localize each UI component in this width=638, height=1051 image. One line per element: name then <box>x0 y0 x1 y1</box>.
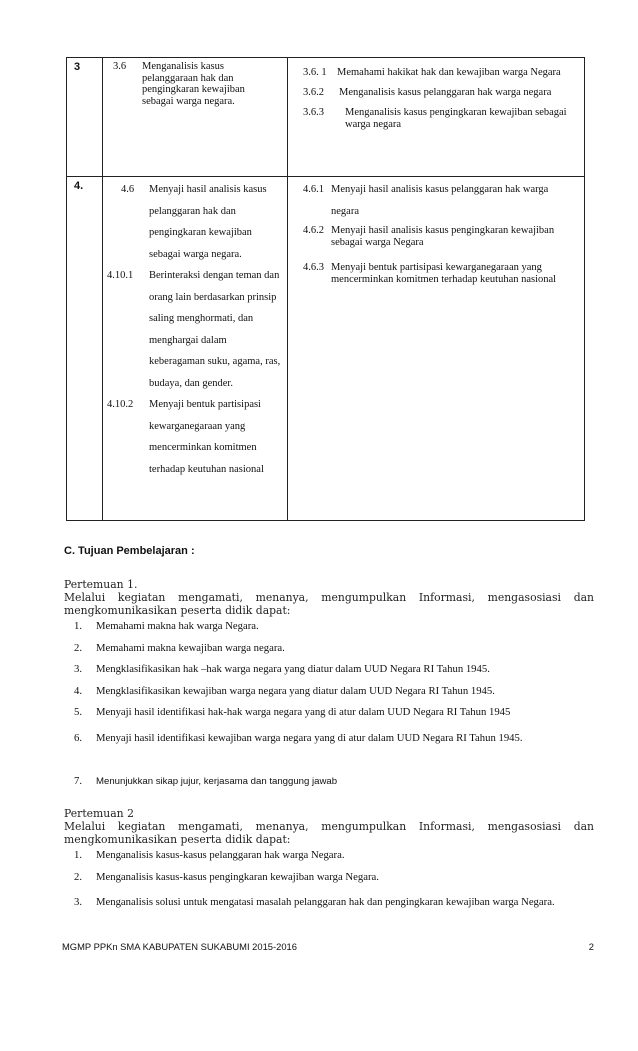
indicator-text: Memahami hakikat hak dan kewajiban warga Negara <box>337 67 561 78</box>
kd-item <box>107 265 283 394</box>
objective-list <box>74 849 594 935</box>
kd-cell <box>103 177 288 521</box>
indicator-code: 3.6. 1 <box>303 67 327 78</box>
meeting-intro: Melalui kegiatan mengamati, menanya, mengumpulkan Informasi, mengasosiasi dan mengkomunikasikan peserta didik dapat: <box>64 820 594 846</box>
item-text: Memahami makna hak warga Negara. <box>96 620 259 632</box>
list-item <box>74 892 594 935</box>
page-number: 2 <box>588 941 594 952</box>
indicator-code: 3.6.2 <box>303 87 324 98</box>
indicator-cell <box>288 177 585 521</box>
indicator-text: Menyaji hasil analisis kasus pengingkaran kewajiban sebagai warga Negara <box>331 225 555 248</box>
indicator-item <box>303 179 574 222</box>
item-text: Menyaji hasil identifikasi hak-hak warga negara yang di atur dalam UUD Negara RI Tahun 1945 <box>96 706 511 718</box>
item-number: 5. <box>74 706 83 718</box>
kd-code: 4.6 <box>121 184 135 195</box>
list-item <box>74 642 594 664</box>
kd-item <box>103 58 287 107</box>
kd-text: Berinteraksi dengan teman dan orang lain berdasarkan prinsip saling menghormati, dan menghargai dalam keberagaman suku, agama, ras, budaya, dan gender. <box>149 270 281 389</box>
item-number: 1. <box>74 849 83 861</box>
item-number: 2. <box>74 870 83 883</box>
item-number: 3. <box>74 663 83 675</box>
item-number: 4. <box>74 684 83 697</box>
indicator-item <box>303 225 574 249</box>
item-number: 7. <box>74 775 83 788</box>
kd-item <box>107 394 283 480</box>
meeting-intro: Melalui kegiatan mengamati, menanya, mengumpulkan Informasi, mengasosiasi dan mengkomunikasikan peserta didik dapat: <box>64 591 594 617</box>
kd-code: 4.10.2 <box>107 399 134 410</box>
kd-code: 3.6 <box>113 61 127 72</box>
list-item <box>74 706 594 728</box>
table-row <box>67 58 585 177</box>
indicator-code: 4.6.2 <box>303 225 324 236</box>
indicator-code: 4.6.1 <box>303 184 324 195</box>
kd-indicator-table <box>66 57 585 521</box>
list-item <box>74 871 594 893</box>
indicator-item <box>303 107 574 131</box>
item-text: Menyaji hasil identifikasi kewajiban warga negara yang di atur dalam UUD Negara RI Tahun 1945. <box>96 731 523 744</box>
indicator-text: Menganalisis kasus pengingkaran kewajiban sebagai warga negara <box>345 107 567 130</box>
table-row <box>67 177 585 521</box>
item-text: Menganalisis kasus-kasus pengingkaran kewajiban warga Negara. <box>96 870 379 883</box>
indicator-item <box>303 81 574 104</box>
kd-cell <box>103 58 288 177</box>
indicator-cell <box>288 58 585 177</box>
kd-text: Menyaji hasil analisis kasus pelanggaran hak dan pengingkaran kewajiban sebagai warga negara. <box>149 184 267 260</box>
kd-item <box>107 179 283 265</box>
objective-list <box>74 620 594 792</box>
indicator-text: Menyaji hasil analisis kasus pelanggaran hak warga negara <box>331 184 549 217</box>
item-text: Menganalisis solusi untuk mengatasi masalah pelanggaran hak dan pengingkaran kewajiban warga Negara. <box>96 896 555 908</box>
meeting-title: Pertemuan 2 <box>64 807 134 820</box>
item-text: Memahami makna kewajiban warga negara. <box>96 641 285 654</box>
item-text: Menganalisis kasus-kasus pelanggaran hak warga Negara. <box>96 849 345 861</box>
indicator-code: 3.6.3 <box>303 107 324 118</box>
row-number: 3 <box>67 58 103 177</box>
list-item <box>74 663 594 685</box>
kd-code: 4.10.1 <box>107 270 134 281</box>
indicator-text: Menyaji bentuk partisipasi kewarganegaraan yang mencerminkan komitmen terhadap keutuhan nasional <box>331 262 557 285</box>
list-item <box>74 728 594 771</box>
row-number: 4. <box>67 177 103 521</box>
indicator-item <box>303 262 574 286</box>
kd-text: Menganalisis kasus pelanggaraan hak dan pengingkaran kewajiban sebagai warga negara. <box>142 61 245 107</box>
indicator-code: 4.6.3 <box>303 262 324 273</box>
footer-text: MGMP PPKn SMA KABUPATEN SUKABUMI 2015-2016 <box>62 941 297 952</box>
list-item <box>74 771 594 793</box>
list-item <box>74 849 594 871</box>
item-number: 2. <box>74 641 83 654</box>
meeting-title: Pertemuan 1. <box>64 578 138 591</box>
item-number: 1. <box>74 620 83 632</box>
item-number: 3. <box>74 896 83 908</box>
list-item <box>74 685 594 707</box>
page-footer <box>62 941 594 952</box>
section-heading: C. Tujuan Pembelajaran : <box>64 545 195 557</box>
list-item <box>74 620 594 642</box>
item-text: Mengklasifikasikan hak –hak warga negara yang diatur dalam UUD Negara RI Tahun 1945. <box>96 663 490 675</box>
kd-text: Menyaji bentuk partisipasi kewarganegaraan yang mencerminkan komitmen terhadap keutuhan nasional <box>149 399 264 475</box>
indicator-text: Menganalisis kasus pelanggaran hak warga negara <box>339 87 552 98</box>
item-number: 6. <box>74 731 83 744</box>
item-text: Mengklasifikasikan kewajiban warga negara yang diatur dalam UUD Negara RI Tahun 1945. <box>96 684 495 697</box>
item-text: Menunjukkan sikap jujur, kerjasama dan tanggung jawab <box>96 775 338 787</box>
